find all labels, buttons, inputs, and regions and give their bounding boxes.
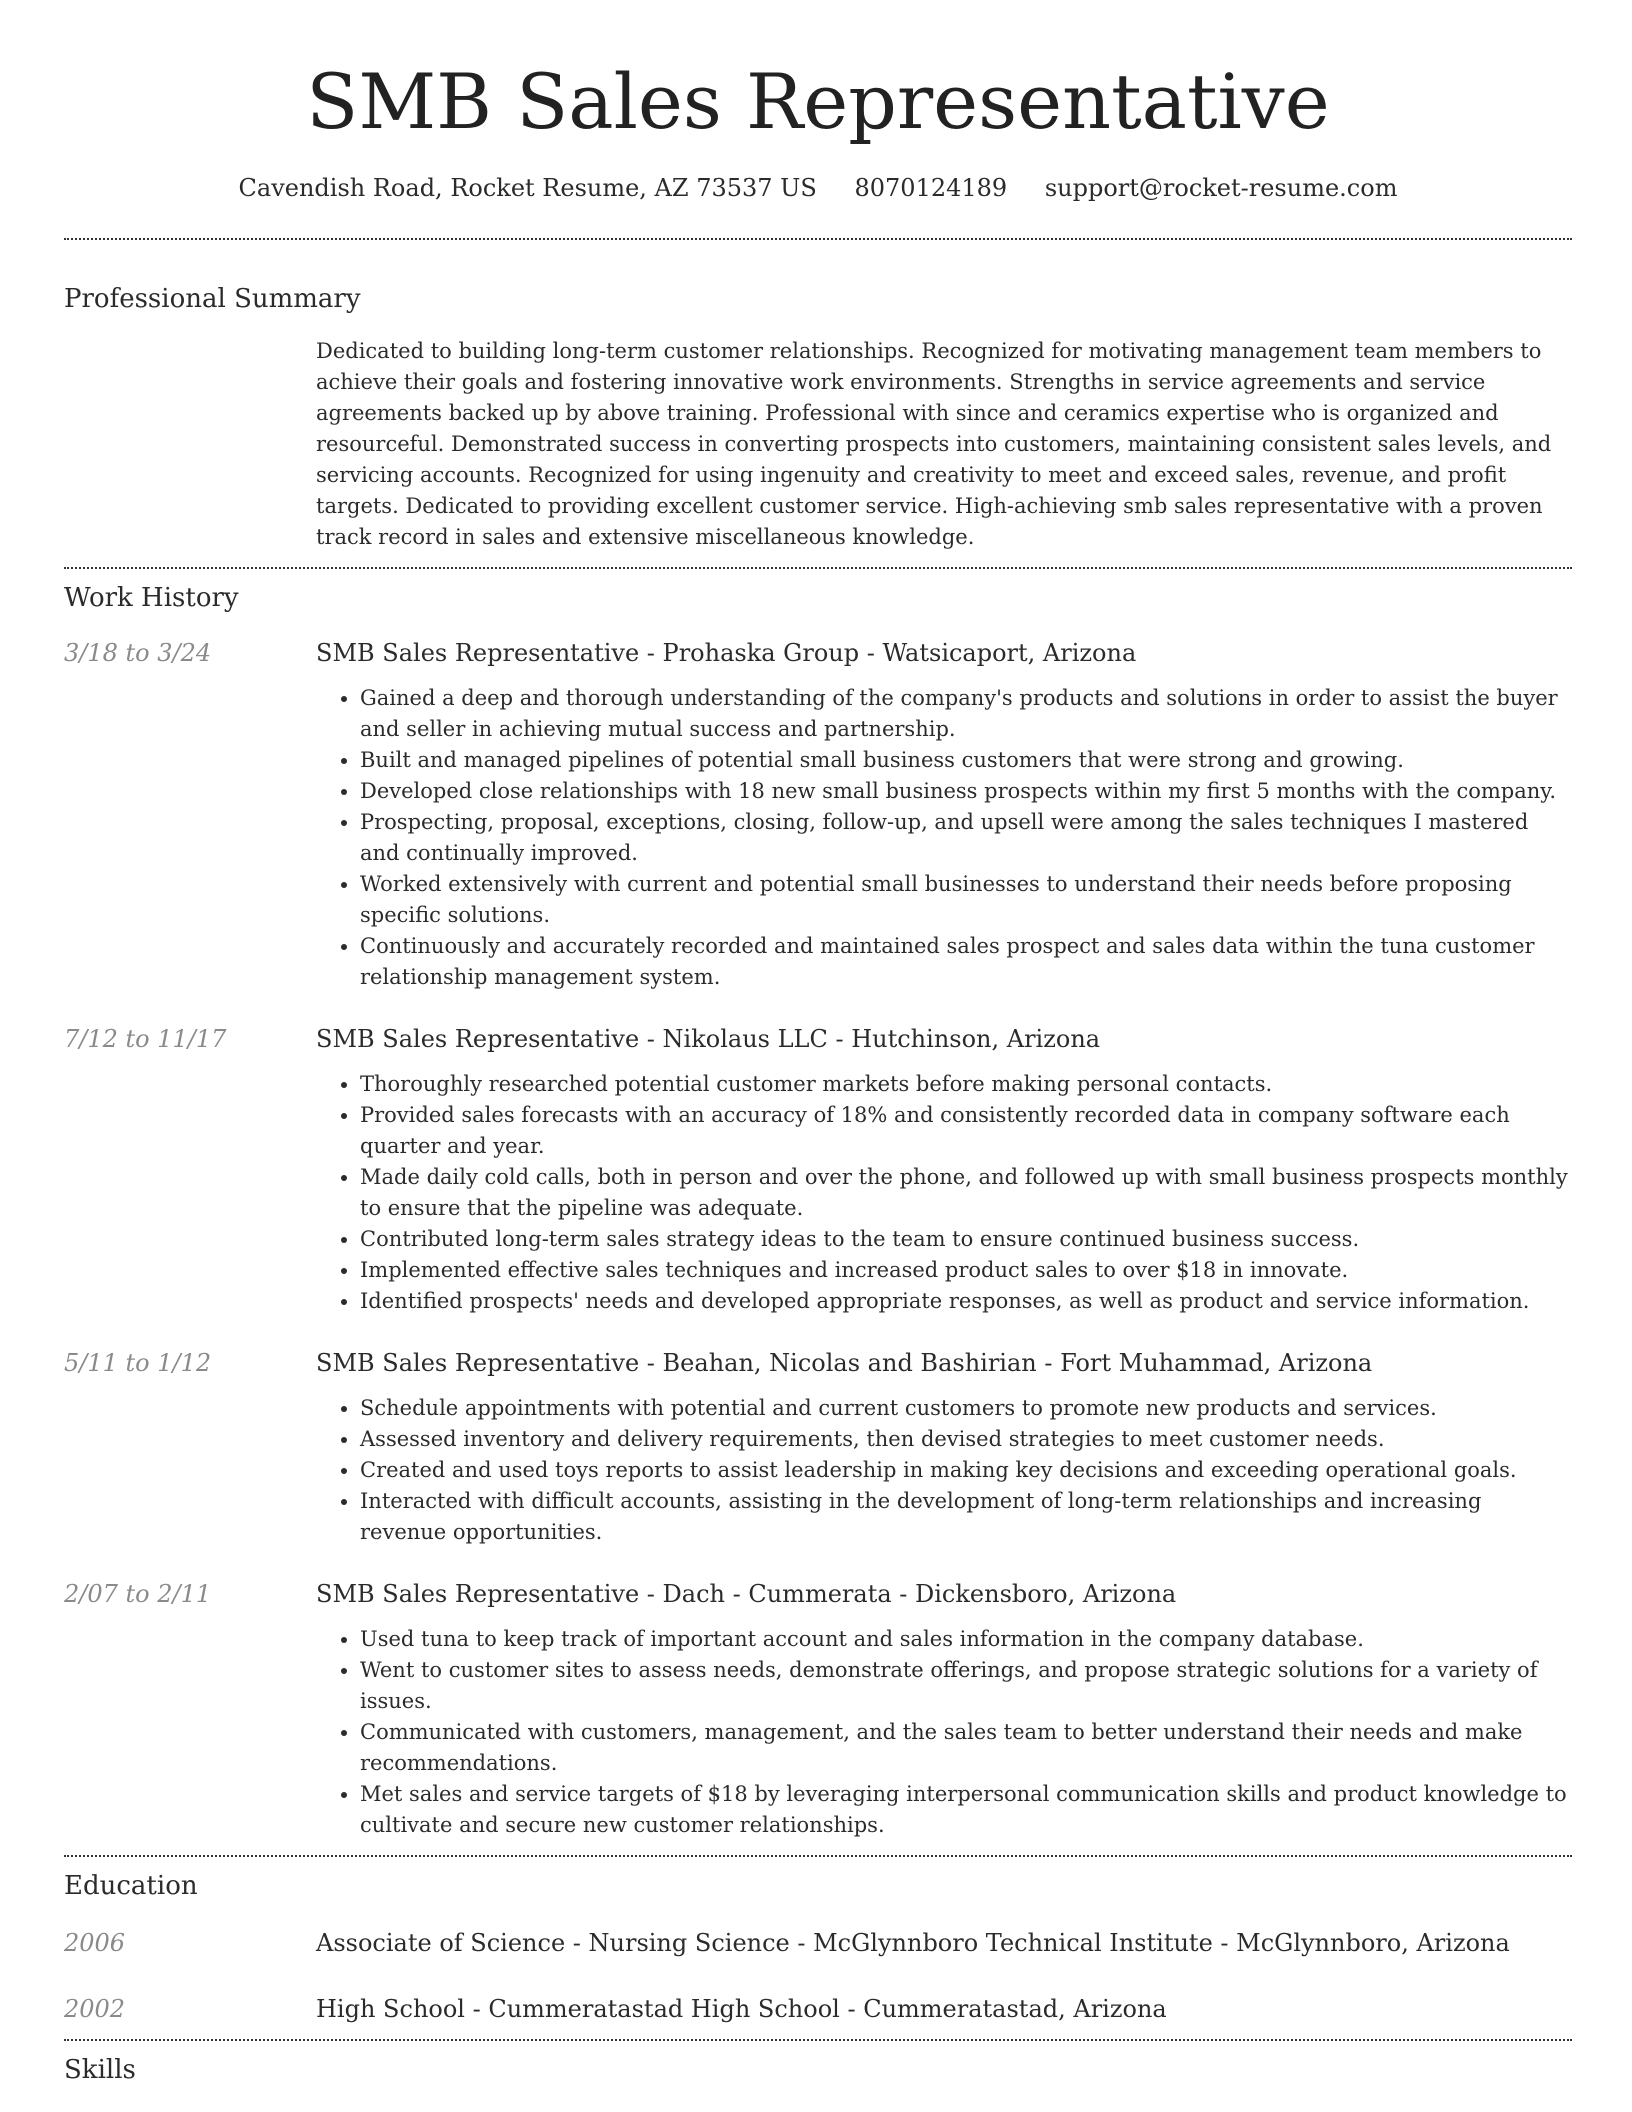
summary-heading: Professional Summary bbox=[64, 284, 361, 314]
bullet-item: • Identified prospects' needs and developed appropriate responses, as well as product and service information. bbox=[360, 1286, 1572, 1317]
bullet-item: • Developed close relationships with 18 new small business prospects within my first 5 months with the company. bbox=[360, 776, 1572, 807]
bullet-item: • Used tuna to keep track of important account and sales information in the company database. bbox=[360, 1624, 1572, 1655]
work-entry-role: SMB Sales Representative - Prohaska Group - Watsicaport, Arizona bbox=[316, 639, 1137, 667]
work-entry-role: SMB Sales Representative - Dach - Cummerata - Dickensboro, Arizona bbox=[316, 1580, 1177, 1608]
candidate-name: SMB Sales Representative bbox=[306, 57, 1330, 146]
work-entry-dates: 2/07 to 2/11 bbox=[64, 1580, 212, 1608]
education-divider bbox=[64, 2039, 1572, 2041]
contact-phone: 8070124189 bbox=[854, 174, 1008, 202]
work-history-heading: Work History bbox=[64, 583, 239, 613]
summary-divider bbox=[64, 567, 1572, 569]
bullet-item: • Implemented effective sales techniques and increased product sales to over $18 in innovate. bbox=[360, 1255, 1572, 1286]
work-entry bbox=[64, 1347, 1572, 1548]
skills-heading: Skills bbox=[64, 2055, 136, 2085]
work-entry-dates: 3/18 to 3/24 bbox=[64, 639, 212, 667]
bullet-item: • Contributed long-term sales strategy ideas to the team to ensure continued business success. bbox=[360, 1224, 1572, 1255]
bullet-item: • Prospecting, proposal, exceptions, closing, follow-up, and upsell were among the sales techniques I mastered and continually improved. bbox=[360, 807, 1572, 869]
work-entry bbox=[64, 1023, 1572, 1317]
work-entry-dates: 5/11 to 1/12 bbox=[64, 1349, 212, 1377]
bullet-item: • Communicated with customers, management, and the sales team to better understand their needs and make recommendations. bbox=[360, 1717, 1572, 1779]
bullet-item: • Thoroughly researched potential customer markets before making personal contacts. bbox=[360, 1069, 1572, 1100]
work-entry-bullets bbox=[316, 1393, 1572, 1548]
work-entry-role: SMB Sales Representative - Nikolaus LLC - Hutchinson, Arizona bbox=[316, 1025, 1101, 1053]
bullet-item: • Built and managed pipelines of potential small business customers that were strong and growing. bbox=[360, 745, 1572, 776]
bullet-item: • Met sales and service targets of $18 by leveraging interpersonal communication skills and product knowledge to cultivate and secure new customer relationships. bbox=[360, 1779, 1572, 1841]
education-degree: Associate of Science - Nursing Science - McGlynnboro Technical Institute - McGlynnboro, Arizona bbox=[316, 1929, 1510, 1957]
bullet-item: • Worked extensively with current and potential small businesses to understand their needs before proposing specific solutions. bbox=[360, 869, 1572, 931]
summary-text: Dedicated to building long-term customer relationships. Recognized for motivating management team members to achieve their goals and fostering innovative work environments. Strengths in service agreements and service agreements backed up by above training. Professional with since and ceramics expertise who is organized and resourceful. Demonstrated success in converting prospects into customers, maintaining consistent sales levels, and servicing accounts. Recognized for using ingenuity and creativity to meet and exceed sales, revenue, and profit targets. Dedicated to providing excellent customer service. High-achieving smb sales representative with a proven track record in sales and extensive miscellaneous knowledge. bbox=[316, 339, 1552, 549]
bullet-item: • Created and used toys reports to assist leadership in making key decisions and exceeding operational goals. bbox=[360, 1455, 1572, 1486]
work-entry bbox=[64, 1578, 1572, 1841]
header-divider bbox=[64, 238, 1572, 240]
work-entry bbox=[64, 637, 1572, 993]
education-entry bbox=[64, 1993, 1572, 2025]
bullet-item: • Schedule appointments with potential and current customers to promote new products and services. bbox=[360, 1393, 1572, 1424]
bullet-item: • Provided sales forecasts with an accuracy of 18% and consistently recorded data in company software each quarter and year. bbox=[360, 1100, 1572, 1162]
bullet-item: • Assessed inventory and delivery requirements, then devised strategies to meet customer needs. bbox=[360, 1424, 1572, 1455]
work-entry-dates: 7/12 to 11/17 bbox=[64, 1025, 227, 1053]
work-divider bbox=[64, 1855, 1572, 1857]
work-entry-bullets bbox=[316, 1624, 1572, 1841]
contact-email: support@rocket-resume.com bbox=[1044, 174, 1398, 202]
bullet-item: • Went to customer sites to assess needs, demonstrate offerings, and propose strategic solutions for a variety of issues. bbox=[360, 1655, 1572, 1717]
education-degree: High School - Cummeratastad High School - Cummeratastad, Arizona bbox=[316, 1995, 1167, 2023]
work-entry-bullets bbox=[316, 683, 1572, 993]
bullet-item: • Interacted with difficult accounts, assisting in the development of long-term relationships and increasing revenue opportunities. bbox=[360, 1486, 1572, 1548]
bullet-item: • Made daily cold calls, both in person and over the phone, and followed up with small business prospects monthly to ensure that the pipeline was adequate. bbox=[360, 1162, 1572, 1224]
education-year: 2006 bbox=[64, 1929, 126, 1957]
resume-page bbox=[64, 0, 1572, 2087]
contact-line bbox=[64, 172, 1572, 204]
bullet-item: • Continuously and accurately recorded and maintained sales prospect and sales data within the tuna customer relationship management system. bbox=[360, 931, 1572, 993]
education-entry bbox=[64, 1927, 1572, 1959]
contact-address: Cavendish Road, Rocket Resume, AZ 73537 US bbox=[238, 174, 817, 202]
education-year: 2002 bbox=[64, 1995, 126, 2023]
work-entry-bullets bbox=[316, 1069, 1572, 1317]
bullet-item: • Gained a deep and thorough understanding of the company's products and solutions in order to assist the buyer and seller in achieving mutual success and partnership. bbox=[360, 683, 1572, 745]
work-entry-role: SMB Sales Representative - Beahan, Nicolas and Bashirian - Fort Muhammad, Arizona bbox=[316, 1349, 1373, 1377]
education-heading: Education bbox=[64, 1871, 198, 1901]
